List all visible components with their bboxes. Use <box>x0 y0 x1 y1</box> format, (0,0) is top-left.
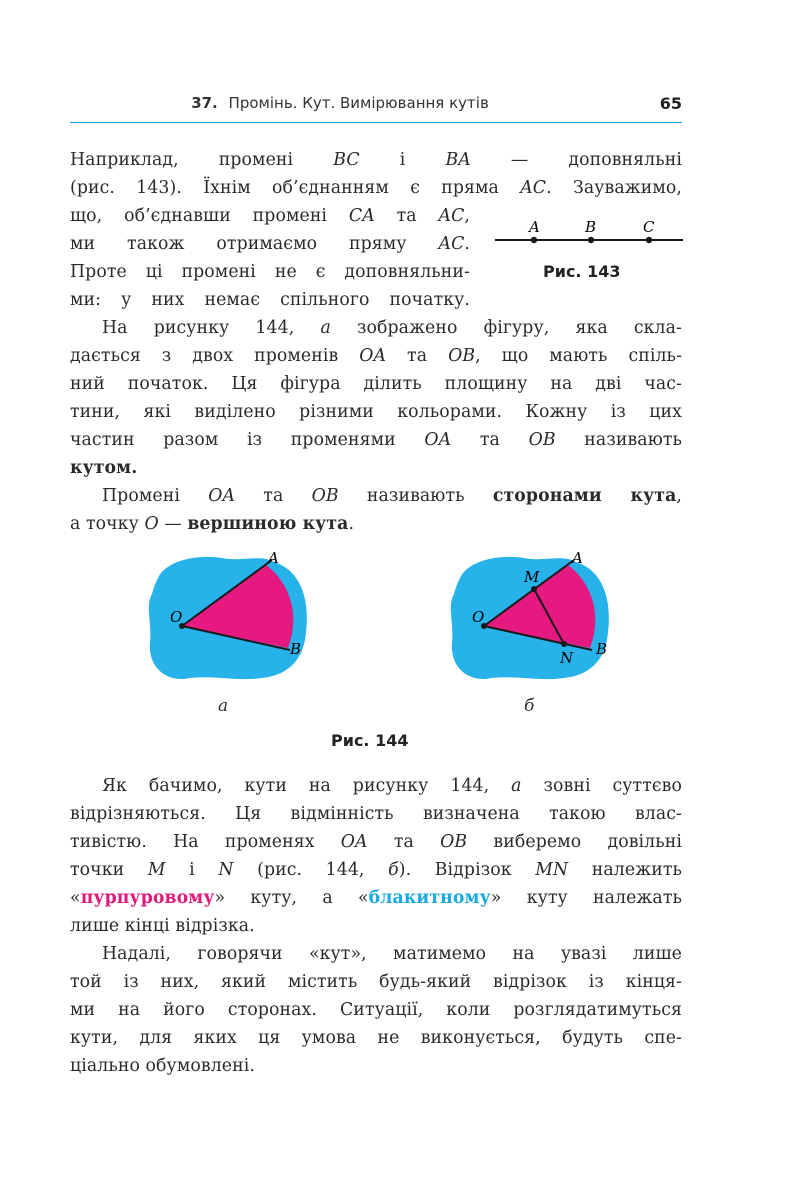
p1-line-6: ми: у них немає спільного початку. <box>70 290 470 310</box>
section-number: 37. <box>191 94 218 112</box>
p5-line-4: кути, для яких ця умова не виконується, будуть спе- <box>70 1028 682 1048</box>
p4-line-2: відрізняються. Ця відмінність визначена такою влас- <box>70 804 682 824</box>
p5-line-2: той із них, який містить будь-який відрізок із кінця- <box>70 972 682 992</box>
p4-line-5: «пурпуровому» куту, а «блакитному» куту належать <box>70 888 683 908</box>
figure-144a <box>140 540 320 695</box>
point-b-dot <box>588 237 594 243</box>
label-o-a: O <box>170 608 183 626</box>
p1-line-1: Наприклад, промені BC і BA — доповняльні <box>70 150 682 170</box>
figure-144b <box>442 540 622 695</box>
point-a-dot <box>531 237 537 243</box>
p4-line-6: лише кінці відрізка. <box>70 916 255 936</box>
label-b: B <box>585 218 597 236</box>
figure-144-caption: Рис. 144 <box>331 731 409 750</box>
label-o-b: O <box>472 608 485 626</box>
p1-line-4: ми також отримаємо пряму AC. <box>70 234 470 254</box>
figure-143 <box>490 214 685 254</box>
label-a: A <box>529 218 540 236</box>
label-b-b: B <box>596 640 608 658</box>
label-m: M <box>524 568 540 586</box>
p3-line-1: Промені OA та OB називають сторонами кута, <box>102 486 683 506</box>
label-c: C <box>643 218 655 236</box>
p1-line-2: (рис. 143). Їхнім об’єднанням є пряма AC. Зауважимо, <box>70 178 682 198</box>
label-a-b: A <box>572 549 583 567</box>
p2-line-5: частин разом із променями OA та OB називають <box>70 430 683 450</box>
p4-line-4: точки M і N (рис. 144, б). Відрізок MN належить <box>70 860 682 880</box>
label-n: N <box>560 649 574 667</box>
p2-line-4: тини, які виділено різними кольорами. Кожну із цих <box>70 402 682 422</box>
p1-line-3: що, об’єднавши промені CA та AC, <box>70 206 471 226</box>
figure-144-sub-a: а <box>218 696 229 716</box>
point-m-dot <box>531 586 537 592</box>
p5-line-1: Надалі, говорячи «кут», матимемо на увазі лише <box>102 944 682 964</box>
section-title: Промінь. Кут. Вимірювання кутів <box>228 94 489 112</box>
figure-143-caption: Рис. 143 <box>543 262 621 281</box>
page-number: 65 <box>659 94 682 113</box>
p2-line-2: дається з двох променів OA та OB, що мають спіль- <box>70 346 683 366</box>
p1-line-5: Проте ці промені не є доповняльни- <box>70 262 470 282</box>
figure-144-sub-b: б <box>524 696 535 716</box>
p2-line-1: На рисунку 144, а зображено фігуру, яка скла- <box>102 318 682 338</box>
p3-line-2: а точку O — вершиною кута. <box>70 514 355 534</box>
p5-line-3: ми на його сторонах. Ситуації, коли розглядатимуться <box>70 1000 682 1020</box>
cyan-word: блакитному <box>368 888 491 908</box>
header-rule <box>70 122 682 123</box>
p4-line-1: Як бачимо, кути на рисунку 144, а зовні суттєво <box>102 776 682 796</box>
purple-word: пурпуровому <box>80 888 215 908</box>
label-b-a: B <box>290 640 302 658</box>
p2-line-6: кутом. <box>70 458 138 478</box>
p2-line-3: ний початок. Ця фігура ділить площину на дві час- <box>70 374 682 394</box>
p5-line-5: ціально обумовлені. <box>70 1056 255 1076</box>
label-a-a: A <box>268 549 279 567</box>
running-header <box>70 94 682 120</box>
point-c-dot <box>646 237 652 243</box>
section-heading <box>70 94 610 112</box>
point-n-dot <box>561 641 567 647</box>
p4-line-3: тивістю. На променях OA та OB виберемо довільні <box>70 832 682 852</box>
